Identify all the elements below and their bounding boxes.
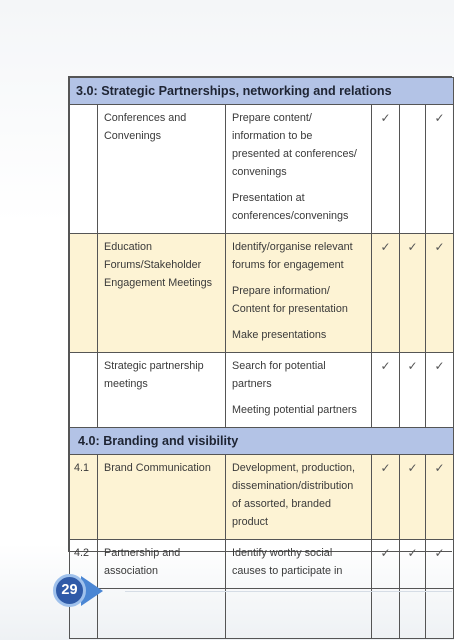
row-number bbox=[70, 105, 98, 234]
check-mark-icon: ✓ bbox=[372, 540, 400, 589]
row-item bbox=[98, 353, 226, 428]
section-title: 3.0: Strategic Partnerships, networking and relations bbox=[70, 78, 454, 105]
page-number: 29 bbox=[53, 574, 86, 607]
check-mark-icon: ✓ bbox=[400, 234, 426, 353]
check-mark-icon: ✓ bbox=[400, 540, 426, 589]
row-activities bbox=[226, 540, 372, 589]
row-item-line: Forums/Stakeholder bbox=[104, 259, 202, 271]
activity bbox=[232, 459, 365, 531]
activity-line: Content for presentation bbox=[232, 303, 348, 315]
activity-line: product bbox=[232, 516, 269, 528]
row-item-line: Strategic partnership bbox=[104, 360, 204, 372]
row-item-line: Convenings bbox=[104, 130, 162, 142]
activity-line: causes to participate in bbox=[232, 565, 343, 577]
activity bbox=[232, 238, 365, 274]
row-activities bbox=[226, 353, 372, 428]
check-mark-icon: ✓ bbox=[400, 353, 426, 428]
activity-line: presented at conferences/ bbox=[232, 148, 357, 160]
workplan-table bbox=[69, 77, 454, 639]
row-activities bbox=[226, 105, 372, 234]
table-row bbox=[70, 540, 454, 589]
row-item-line: Education bbox=[104, 241, 153, 253]
check-mark-icon: ✓ bbox=[426, 234, 454, 353]
check-mark-icon: ✓ bbox=[372, 105, 400, 234]
check-mark-icon: ✓ bbox=[426, 105, 454, 234]
empty-cell bbox=[226, 589, 372, 639]
section-header-row bbox=[70, 78, 454, 105]
table-row bbox=[70, 455, 454, 540]
row-item-line: Conferences and bbox=[104, 112, 187, 124]
row-number: 4.1 bbox=[70, 455, 98, 540]
activity-line: of assorted, branded bbox=[232, 498, 332, 510]
check-mark-icon: ✓ bbox=[426, 455, 454, 540]
activity bbox=[232, 544, 365, 580]
activity-line: information to be bbox=[232, 130, 313, 142]
check-mark-icon: ✓ bbox=[426, 540, 454, 589]
empty-cell bbox=[372, 589, 400, 639]
activity-line: Development, production, bbox=[232, 462, 356, 474]
activity-line: Identify/organise relevant bbox=[232, 241, 353, 253]
row-activities bbox=[226, 234, 372, 353]
row-item-line: Engagement Meetings bbox=[104, 277, 213, 289]
table-row bbox=[70, 353, 454, 428]
activity-line: partners bbox=[232, 378, 272, 390]
activity-line: convenings bbox=[232, 166, 287, 178]
table-row bbox=[70, 105, 454, 234]
row-number bbox=[70, 234, 98, 353]
row-item-line: Partnership and bbox=[104, 547, 181, 559]
row-number: 4.2 bbox=[70, 540, 98, 589]
activity-line: dissemination/distribution bbox=[232, 480, 354, 492]
section-header-row bbox=[70, 428, 454, 455]
activity-line: Search for potential bbox=[232, 360, 326, 372]
row-activities bbox=[226, 455, 372, 540]
footer-rule bbox=[125, 591, 452, 592]
activity-line: conferences/convenings bbox=[232, 210, 349, 222]
activity-line: Meeting potential partners bbox=[232, 404, 357, 416]
activity-line: forums for engagement bbox=[232, 259, 344, 271]
activity bbox=[232, 326, 365, 344]
activity-line: Prepare information/ bbox=[232, 285, 330, 297]
check-mark-icon: ✓ bbox=[400, 455, 426, 540]
row-item bbox=[98, 234, 226, 353]
check-mark-icon bbox=[400, 105, 426, 234]
section-title: 4.0: Branding and visibility bbox=[70, 428, 454, 455]
empty-cell bbox=[426, 589, 454, 639]
activity bbox=[232, 282, 365, 318]
check-mark-icon: ✓ bbox=[372, 353, 400, 428]
check-mark-icon: ✓ bbox=[426, 353, 454, 428]
activity-line: Make presentations bbox=[232, 329, 327, 341]
row-item bbox=[98, 455, 226, 540]
page-number-badge bbox=[43, 574, 121, 608]
workplan-table-body bbox=[70, 78, 454, 639]
row-number bbox=[70, 353, 98, 428]
check-mark-icon: ✓ bbox=[372, 455, 400, 540]
activity-line: Prepare content/ bbox=[232, 112, 312, 124]
activity bbox=[232, 401, 365, 419]
check-mark-icon: ✓ bbox=[372, 234, 400, 353]
activity bbox=[232, 109, 365, 181]
empty-cell bbox=[400, 589, 426, 639]
table-row bbox=[70, 234, 454, 353]
row-item bbox=[98, 105, 226, 234]
activity bbox=[232, 357, 365, 393]
activity bbox=[232, 189, 365, 225]
activity-line: Presentation at bbox=[232, 192, 305, 204]
row-item-line: association bbox=[104, 565, 159, 577]
workplan-table-container bbox=[68, 76, 452, 577]
activity-line: Identify worthy social bbox=[232, 547, 333, 559]
row-item-line: Brand Communication bbox=[104, 462, 211, 474]
row-item-line: meetings bbox=[104, 378, 148, 390]
table-row-empty bbox=[70, 589, 454, 639]
